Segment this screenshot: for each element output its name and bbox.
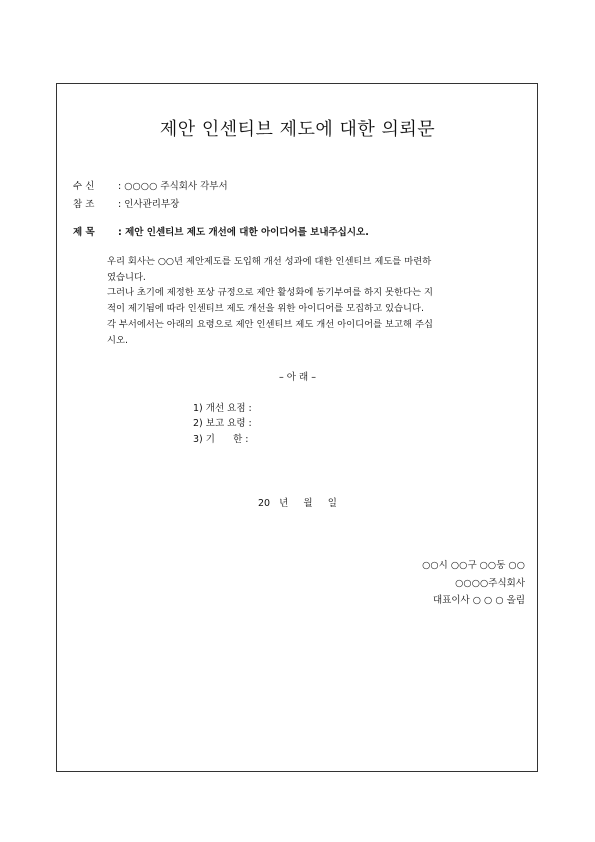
body-line: 각 부서에서는 아래의 요령으로 제안 인센티브 제도 개선 아이디어를 보고해 주십 bbox=[107, 318, 433, 330]
recipient-label: 수 신 bbox=[73, 181, 95, 192]
item-improvement-points: 1) 개선 요점 : bbox=[193, 403, 252, 414]
body-line: 였습니다. bbox=[107, 271, 146, 283]
reference-row bbox=[73, 196, 179, 210]
body-paragraph bbox=[107, 254, 492, 348]
document-title: 제안 인센티브 제도에 대한 의뢰문 bbox=[159, 119, 436, 140]
recipient-row bbox=[73, 178, 228, 192]
item-deadline: 3) 기 한 : bbox=[193, 434, 249, 445]
subject-value: : 제안 인센티브 제도 개선에 대한 아이디어를 보내주십시오. bbox=[118, 227, 369, 238]
subject-label: 제 목 bbox=[73, 227, 95, 238]
body-line: 그러나 초기에 제정한 포상 규정으로 제안 활성화에 동기부여를 하지 못한다는 지 bbox=[107, 287, 433, 299]
recipient-value: : ○○○○ 주식회사 각부서 bbox=[118, 181, 228, 192]
sender-company: ○○○○주식회사 bbox=[455, 578, 525, 589]
item-report-method: 2) 보고 요령 : bbox=[193, 418, 252, 429]
body-line: 시오. bbox=[107, 334, 128, 346]
body-line: 적이 제기됨에 따라 인센티브 제도 개선을 위한 아이디어를 모집하고 있습니다. bbox=[107, 303, 424, 315]
document-date: 20 년 월 일 bbox=[258, 498, 337, 509]
reference-label: 참 조 bbox=[73, 199, 95, 210]
sender-representative: 대표이사 ○ ○ ○ 올림 bbox=[432, 595, 525, 606]
subject-row bbox=[73, 224, 369, 238]
reference-value: : 인사관리부장 bbox=[118, 199, 180, 210]
body-line: 우리 회사는 ○○년 제안제도를 도입해 개선 성과에 대한 인센티브 제도를 마련하 bbox=[107, 256, 432, 267]
notice-heading: – 아 래 – bbox=[279, 372, 316, 383]
sender-address: ○○시 ○○구 ○○동 ○○ bbox=[422, 560, 525, 571]
